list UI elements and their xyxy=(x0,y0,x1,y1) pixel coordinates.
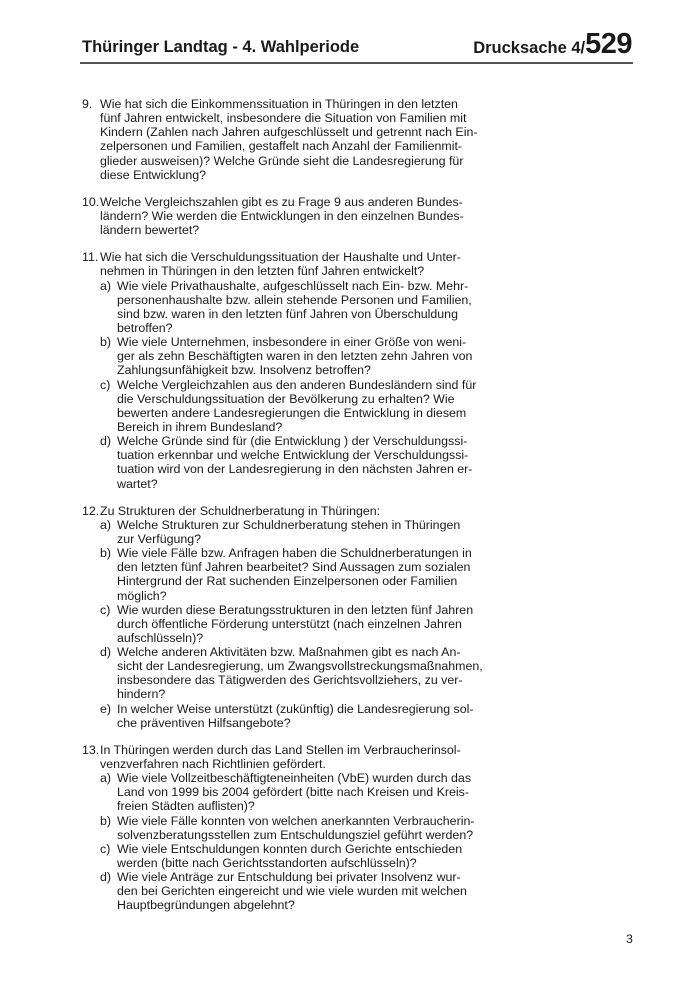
text-line: durch öffentliche Förderung unterstützt (nach einzelnen Jahren xyxy=(117,616,462,631)
text-line: Land von 1999 bis 2004 gefördert (bitte nach Kreisen und Kreis- xyxy=(117,785,469,800)
sub-question xyxy=(100,771,472,814)
sub-question-text xyxy=(117,701,474,730)
text-line: wartet? xyxy=(117,476,158,491)
text-line: nehmen in Thüringen in den letzten fünf Jahren entwickelt? xyxy=(100,264,425,279)
text-line: Wie hat sich die Einkommenssituation in Thüringen in den letzten xyxy=(100,97,458,111)
text-line: Wie viele Anträge zur Entschuldung bei privater Insolvenz wur- xyxy=(117,870,461,885)
sub-question xyxy=(100,813,475,842)
question-main xyxy=(82,504,450,518)
text-line: Welche Strukturen zur Schuldnerberatung stehen in Thüringen xyxy=(117,517,461,532)
text-line: Hauptbegründungen abgelehnt? xyxy=(117,898,295,913)
text-line: Kindern (Zahlen nach Jahren aufgeschlüsselt und getrennt nach Ein- xyxy=(100,125,478,140)
text-line: hindern? xyxy=(117,687,166,702)
page-number: 3 xyxy=(626,932,633,946)
sub-question xyxy=(100,546,472,603)
question-text xyxy=(100,504,450,518)
question-item xyxy=(82,97,478,182)
text-line: Wie viele Fälle konnten von welchen anerkannten Verbraucherin- xyxy=(117,813,475,828)
question-main xyxy=(82,194,464,238)
sub-question-label: c) xyxy=(100,377,111,392)
text-line: fünf Jahren entwickelt, insbesondere die Situation von Familien mit xyxy=(100,111,467,126)
sub-question-text xyxy=(117,434,473,491)
sub-question xyxy=(100,602,474,645)
text-line: Wie viele Unternehmen, insbesondere in einer Größe von weni- xyxy=(117,335,467,350)
drucksache-num: 529 xyxy=(585,28,632,60)
sub-question-text xyxy=(117,546,472,603)
text-line: tuation wird von der Landesregierung in den nächsten Jahren er- xyxy=(117,462,473,477)
question-main xyxy=(82,250,461,279)
text-line: venzverfahren nach Richtlinien gefördert. xyxy=(100,757,326,772)
text-line: sicht der Landesregierung, um Zwangsvollstreckungsmaßnahmen, xyxy=(117,659,483,674)
sub-question-text xyxy=(117,870,467,913)
header-title: Thüringer Landtag - 4. Wahlperiode xyxy=(82,38,360,56)
question-main xyxy=(82,97,478,182)
sub-question xyxy=(100,517,461,546)
text-line: personenhaushalte bzw. allein stehende Personen und Familien, xyxy=(117,292,472,307)
sub-question-label: a) xyxy=(100,771,112,786)
text-line: diese Entwicklung? xyxy=(100,167,207,182)
text-line: möglich? xyxy=(117,588,167,603)
text-line: solvenzberatungsstellen zum Entschuldungsziel geführt werden? xyxy=(117,827,474,842)
sub-question-label: c) xyxy=(100,841,111,856)
text-line: zelpersonen und Familien, gestaffelt nach Anzahl der Familienmit- xyxy=(100,139,463,154)
question-list xyxy=(82,97,483,926)
text-line: Welche Vergleichzahlen aus den anderen Bundesländern sind für xyxy=(117,377,477,392)
question-item xyxy=(82,742,475,913)
sub-question xyxy=(100,335,473,378)
text-line: freien Städten auflisten)? xyxy=(117,799,255,814)
question-text xyxy=(100,97,478,182)
text-line: Wie viele Vollzeitbeschäftigteneinheiten (VbE) wurden durch das xyxy=(117,771,472,786)
text-line: In welcher Weise unterstützt (zukünftig) die Landesregierung sol- xyxy=(117,701,474,716)
question-number: 10. xyxy=(82,194,100,209)
sub-question xyxy=(100,377,477,435)
sub-question-label: a) xyxy=(100,517,112,532)
text-line: ländern bewertet? xyxy=(100,223,200,238)
sub-question xyxy=(100,645,483,702)
text-line: ländern? Wie werden die Entwicklungen in den einzelnen Bundes- xyxy=(100,208,464,223)
sub-question-text xyxy=(117,377,477,435)
text-line: die Verschuldungssituation der Bevölkerung zu erhalten? Wie xyxy=(117,391,455,406)
sub-question-text xyxy=(117,335,473,378)
sub-question xyxy=(100,278,472,336)
question-number: 12. xyxy=(82,503,100,518)
sub-question-text xyxy=(117,278,472,336)
sub-question xyxy=(100,841,463,871)
text-line: Bereich in ihrem Bundesland? xyxy=(117,419,283,434)
text-line: Welche Vergleichszahlen gibt es zu Frage 9 aus anderen Bundes- xyxy=(100,194,463,209)
text-line: den bei Gerichten eingereicht und wie viele wurden mit welchen xyxy=(117,884,467,899)
sub-question-text xyxy=(117,813,475,842)
sub-question-text xyxy=(117,602,474,645)
question-text xyxy=(100,194,464,238)
sub-question-label: b) xyxy=(100,546,112,561)
sub-question xyxy=(100,701,474,730)
sub-question xyxy=(100,434,473,491)
question-item xyxy=(82,194,464,238)
question-number: 11. xyxy=(82,250,99,265)
text-line: Wie viele Privathaushalte, aufgeschlüsselt nach Ein- bzw. Mehr- xyxy=(117,278,469,293)
sub-question-label: e) xyxy=(100,701,112,716)
sub-question-label: d) xyxy=(100,434,112,449)
text-line: insbesondere das Tätigwerden des Gerichtsvollziehers, zu ver- xyxy=(117,673,463,688)
sub-question-label: c) xyxy=(100,602,111,617)
drucksache-prefix: Drucksache 4/ xyxy=(473,39,586,57)
text-line: Hintergrund der Rat suchenden Einzelpersonen oder Familien xyxy=(117,574,458,589)
question-item xyxy=(82,503,483,730)
text-line: werden (bitte nach Gerichtsstandorten aufschlüsseln)? xyxy=(117,856,417,871)
text-line: den letzten fünf Jahren bearbeitet? Sind Aussagen zum sozialen xyxy=(117,560,471,575)
text-line: che präventiven Hilfsangebote? xyxy=(117,715,291,730)
question-text xyxy=(100,742,461,772)
sub-question-text xyxy=(117,841,463,871)
sub-question-label: d) xyxy=(100,645,112,660)
header-rule xyxy=(80,62,633,64)
question-main xyxy=(82,742,461,772)
text-line: Zu Strukturen der Schuldnerberatung in Thüringen: xyxy=(100,503,381,518)
text-line: Welche anderen Aktivitäten bzw. Maßnahmen gibt es nach An- xyxy=(117,645,461,660)
sub-question-label: a) xyxy=(100,278,112,293)
sub-question xyxy=(100,870,467,913)
text-line: Wie hat sich die Verschuldungssituation der Haushalte und Unter- xyxy=(100,250,461,265)
text-line: Welche Gründe sind für (die Entwicklung ) der Verschuldungssi- xyxy=(117,434,468,449)
sub-question-text xyxy=(117,517,461,546)
sub-question-label: b) xyxy=(100,813,112,828)
drucksache-number xyxy=(473,28,632,61)
text-line: zur Verfügung? xyxy=(117,531,202,546)
text-line: glieder ausweisen)? Welche Gründe sieht die Landesregierung für xyxy=(100,153,464,168)
text-line: bewerten andere Landesregierungen die Entwicklung in diesem xyxy=(117,405,467,420)
text-line: In Thüringen werden durch das Land Stellen im Verbraucherinsol- xyxy=(100,742,461,757)
sub-question-label: d) xyxy=(100,870,112,885)
text-line: Zahlungsunfähigkeit bzw. Insolvenz betroffen? xyxy=(117,363,371,378)
text-line: Wie wurden diese Beratungsstrukturen in den letzten fünf Jahren xyxy=(117,602,474,617)
text-line: tuation erkennbar und welche Entwicklung der Verschuldungssi- xyxy=(117,448,469,463)
question-number: 9. xyxy=(82,97,93,111)
text-line: Wie viele Entschuldungen konnten durch Gerichte entschieden xyxy=(117,841,463,856)
sub-question-text xyxy=(117,771,472,814)
question-number: 13. xyxy=(82,742,100,757)
text-line: betroffen? xyxy=(117,320,173,335)
sub-question-text xyxy=(117,645,483,702)
sub-question-label: b) xyxy=(100,335,112,350)
text-line: sind bzw. waren in den letzten fünf Jahren von Überschuldung xyxy=(117,306,458,321)
text-line: Wie viele Fälle bzw. Anfragen haben die Schuldnerberatungen in xyxy=(117,546,472,561)
question-item xyxy=(82,250,477,491)
question-text xyxy=(100,250,461,279)
text-line: aufschlüsseln)? xyxy=(117,630,204,645)
text-line: ger als zehn Beschäftigten waren in den letzten zehn Jahren von xyxy=(117,349,473,364)
